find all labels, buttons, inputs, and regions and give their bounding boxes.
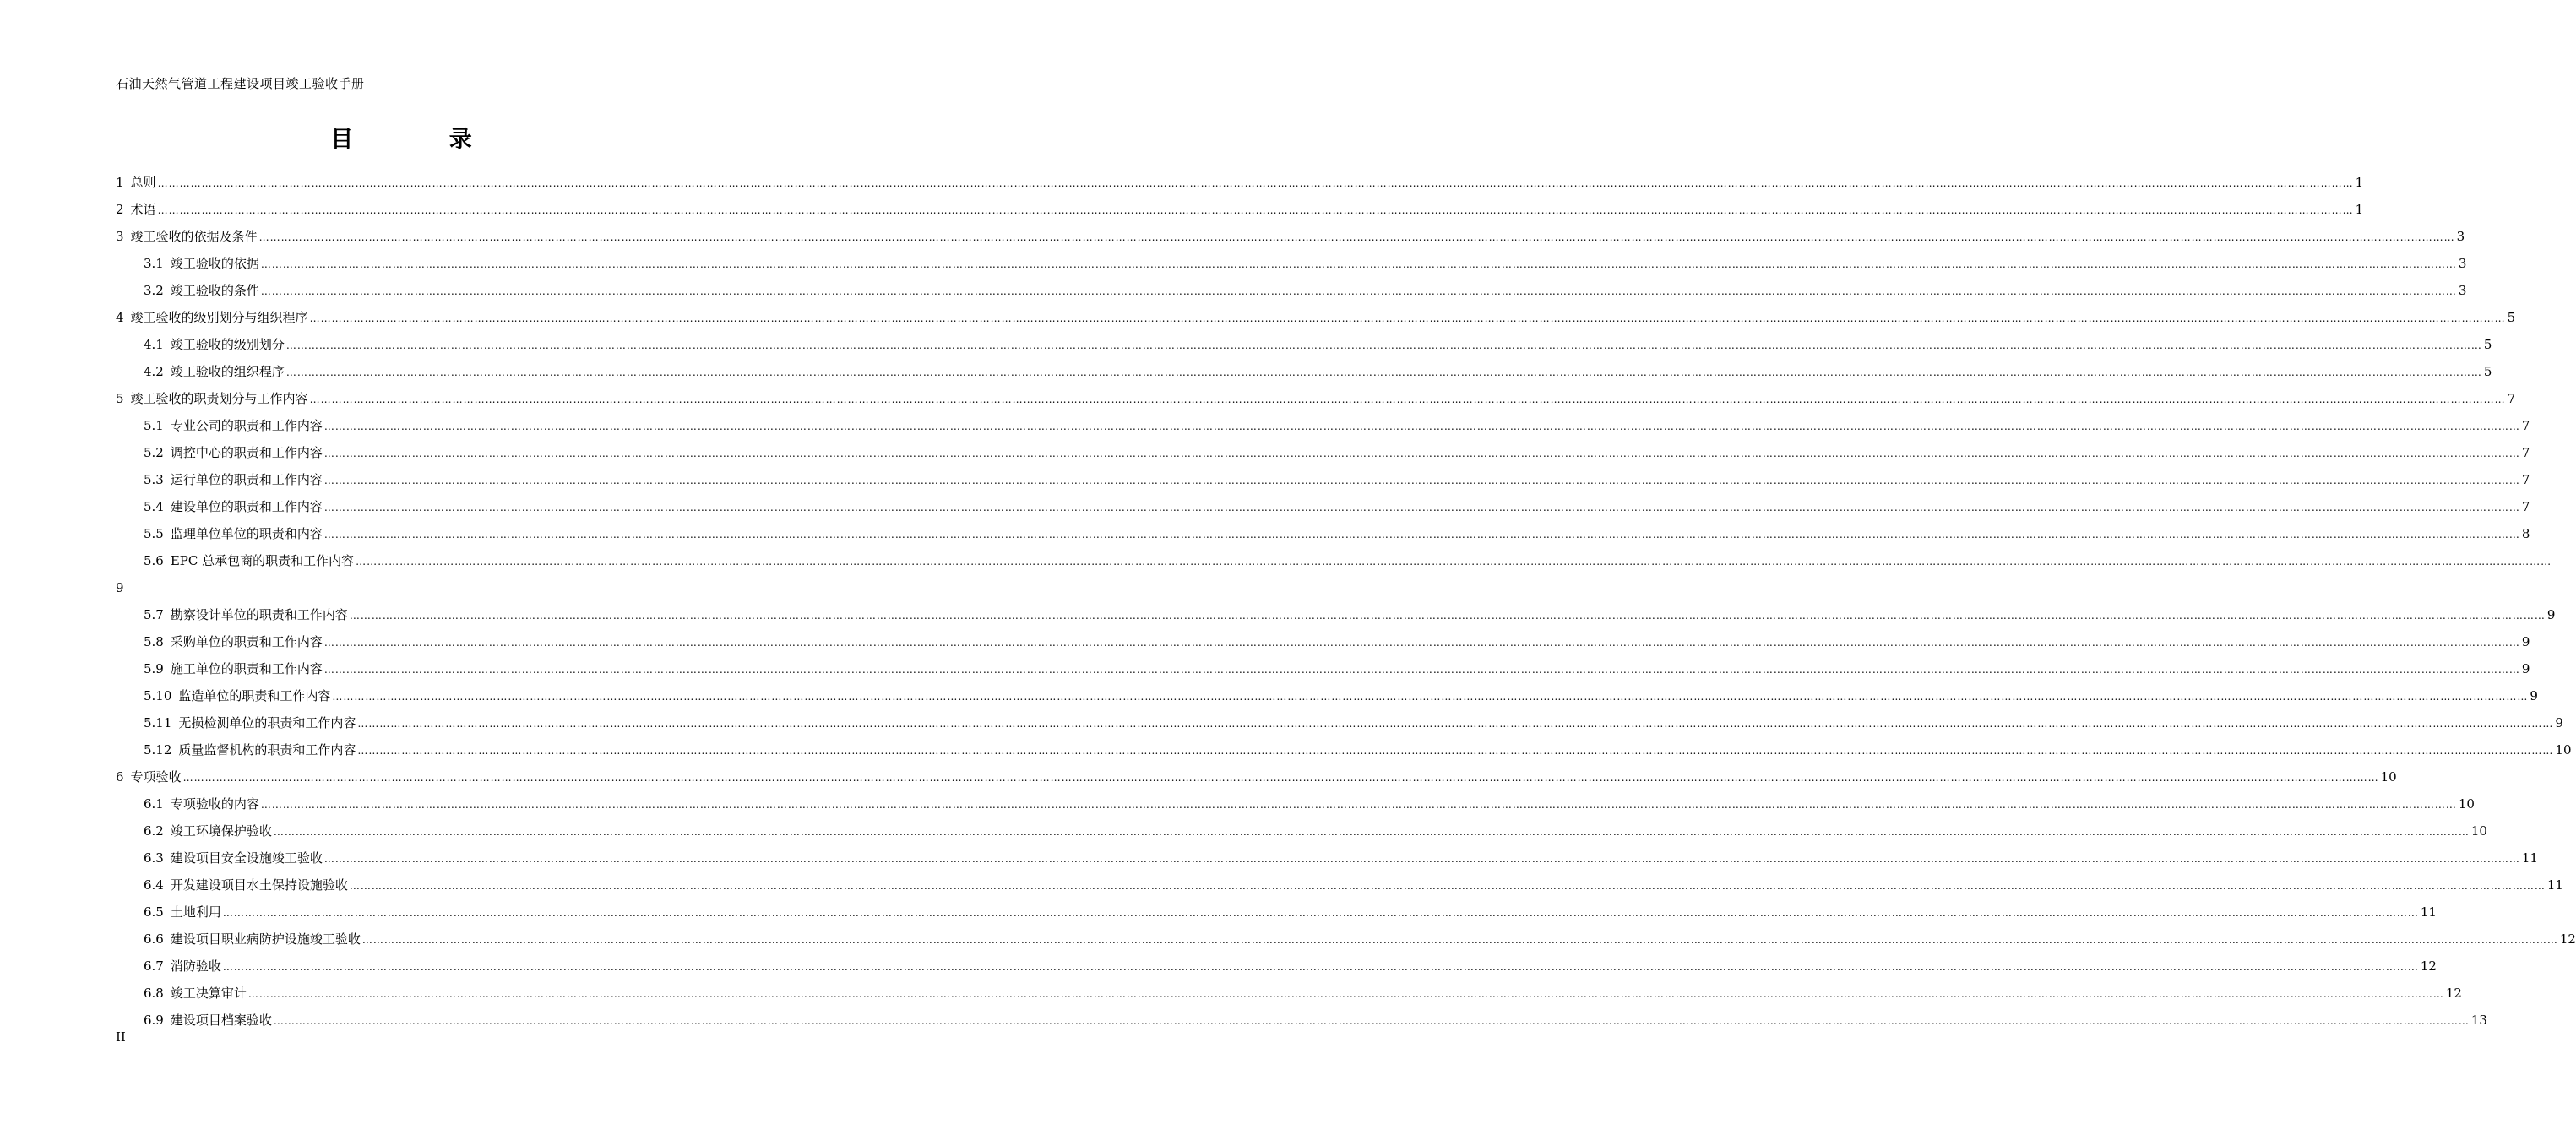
toc-entry[interactable]	[116, 466, 2530, 493]
toc-entry-number: 4.2	[144, 364, 164, 379]
toc-entry-title: 施工单位的职责和工作内容	[170, 661, 323, 676]
toc-leader-dots: ……………………………………………………………………………………………………………………………………………………………………………………………………………………………………………………………………………………………………………………………………………………………………………………………………………………………………………………………………………………………………………………………………………………	[273, 826, 2470, 838]
toc-entry[interactable]	[116, 547, 2552, 574]
toc-leader-dots: ……………………………………………………………………………………………………………………………………………………………………………………………………………………………………………………………………………………………………………………………………………………………………………………………………………………………………………………………………………………………………………………………………………………	[157, 204, 2354, 216]
toc-entry-number: 5.8	[144, 634, 164, 649]
toc-entry-title: 竣工验收的组织程序	[170, 364, 285, 379]
toc-entry[interactable]	[116, 196, 2364, 223]
toc-entry-title: 术语	[130, 202, 156, 217]
toc-entry-title: 运行单位的职责和工作内容	[170, 472, 323, 487]
toc-entry[interactable]	[116, 412, 2530, 439]
toc-entry[interactable]	[116, 520, 2530, 547]
toc-entry-page: 7	[2521, 472, 2530, 487]
toc-entry-number: 3	[116, 229, 124, 244]
toc-entry-number: 6.8	[144, 986, 164, 1001]
toc-list	[116, 169, 2576, 1034]
toc-entry[interactable]	[116, 358, 2492, 385]
toc-entry-number: 5.7	[144, 607, 164, 622]
toc-entry[interactable]	[116, 439, 2530, 466]
toc-entry-number: 5.4	[144, 499, 164, 514]
toc-leader-dots: ……………………………………………………………………………………………………………………………………………………………………………………………………………………………………………………………………………………………………………………………………………………………………………………………………………………………………………………………………………………………………………………………………………………	[356, 556, 2552, 568]
toc-entry-page: 11	[2420, 904, 2437, 920]
toc-entry[interactable]	[116, 926, 2576, 953]
toc-entry-number: 5.9	[144, 661, 164, 676]
toc-entry[interactable]	[116, 736, 2572, 763]
toc-entry-title: 专项验收	[130, 769, 182, 785]
toc-entry-number: 5.5	[144, 526, 164, 541]
toc-entry-title: 开发建设项目水土保持设施验收	[170, 877, 348, 893]
toc-entry[interactable]	[116, 790, 2475, 817]
toc-entry-number: 3.1	[144, 256, 164, 271]
toc-entry-page: 7	[2521, 499, 2530, 514]
toc-entry-number: 6.4	[144, 877, 164, 893]
toc-entry-page: 9	[2546, 607, 2556, 622]
toc-leader-dots: ……………………………………………………………………………………………………………………………………………………………………………………………………………………………………………………………………………………………………………………………………………………………………………………………………………………………………………………………………………………………………………………………………………………	[323, 421, 2520, 432]
toc-entry[interactable]	[116, 1007, 2487, 1034]
toc-leader-dots: ……………………………………………………………………………………………………………………………………………………………………………………………………………………………………………………………………………………………………………………………………………………………………………………………………………………………………………………………………………………………………………………………………………………	[260, 285, 2457, 297]
toc-leader-dots: ……………………………………………………………………………………………………………………………………………………………………………………………………………………………………………………………………………………………………………………………………………………………………………………………………………………………………………………………………………………………………………………………………………………	[222, 961, 2419, 973]
toc-entry[interactable]	[116, 601, 2556, 628]
toc-entry-number: 6.3	[144, 850, 164, 866]
toc-leader-dots: ……………………………………………………………………………………………………………………………………………………………………………………………………………………………………………………………………………………………………………………………………………………………………………………………………………………………………………………………………………………………………………………………………………………	[323, 637, 2520, 649]
toc-entry-page: 3	[2456, 229, 2465, 244]
toc-entry-page: 10	[2458, 796, 2475, 812]
toc-entry-title: 竣工环境保护验收	[170, 823, 272, 839]
toc-entry-page: 5	[2483, 337, 2492, 352]
toc-entry-number: 6.5	[144, 904, 164, 920]
toc-entry-title: 竣工验收的职责划分与工作内容	[130, 391, 308, 406]
toc-entry-page: 9	[2521, 661, 2530, 676]
toc-entry-page: 9	[2521, 634, 2530, 649]
toc-entry[interactable]	[116, 169, 2364, 196]
toc-entry-number: 2	[116, 202, 124, 217]
toc-entry-title: 监理单位单位的职责和内容	[170, 526, 323, 541]
toc-entry-title: 调控中心的职责和工作内容	[170, 445, 323, 460]
toc-entry-title: 建设项目档案验收	[170, 1013, 272, 1028]
toc-leader-dots: ……………………………………………………………………………………………………………………………………………………………………………………………………………………………………………………………………………………………………………………………………………………………………………………………………………………………………………………………………………………………………………………………………………………	[323, 448, 2520, 459]
toc-entry-title: 勘察设计单位的职责和工作内容	[170, 607, 348, 622]
toc-leader-dots: ……………………………………………………………………………………………………………………………………………………………………………………………………………………………………………………………………………………………………………………………………………………………………………………………………………………………………………………………………………………………………………………………………………………	[323, 502, 2520, 513]
toc-entry-page: 3	[2458, 256, 2467, 271]
toc-entry-number: 5.10	[144, 688, 172, 703]
toc-leader-dots: ……………………………………………………………………………………………………………………………………………………………………………………………………………………………………………………………………………………………………………………………………………………………………………………………………………………………………………………………………………………………………………………………………………………	[157, 177, 2354, 189]
toc-entry-title: 质量监督机构的职责和工作内容	[178, 742, 356, 758]
toc-entry-number: 6.1	[144, 796, 164, 812]
toc-leader-dots: ……………………………………………………………………………………………………………………………………………………………………………………………………………………………………………………………………………………………………………………………………………………………………………………………………………………………………………………………………………………………………………………………………………………	[323, 529, 2520, 540]
toc-entry-title: 竣工验收的依据	[170, 256, 259, 271]
toc-title: 目 录	[330, 127, 516, 153]
toc-entry-page: 5	[2507, 310, 2516, 325]
toc-entry-title: 建设单位的职责和工作内容	[170, 499, 323, 514]
toc-leader-dots: ……………………………………………………………………………………………………………………………………………………………………………………………………………………………………………………………………………………………………………………………………………………………………………………………………………………………………………………………………………………………………………………………………………………	[285, 339, 2482, 351]
toc-entry-number: 6.6	[144, 931, 164, 947]
toc-entry-page: 12	[2445, 986, 2462, 1001]
toc-entry-title: 专项验收的内容	[170, 796, 259, 812]
toc-leader-dots: ……………………………………………………………………………………………………………………………………………………………………………………………………………………………………………………………………………………………………………………………………………………………………………………………………………………………………………………………………………………………………………………………………………………	[260, 258, 2457, 270]
toc-entry-page: 10	[2470, 823, 2487, 839]
toc-entry-number: 4	[116, 310, 124, 325]
toc-entry-number: 6	[116, 769, 124, 785]
toc-leader-dots: ……………………………………………………………………………………………………………………………………………………………………………………………………………………………………………………………………………………………………………………………………………………………………………………………………………………………………………………………………………………………………………………………………………………	[323, 475, 2520, 486]
toc-leader-dots: ……………………………………………………………………………………………………………………………………………………………………………………………………………………………………………………………………………………………………………………………………………………………………………………………………………………………………………………………………………………………………………………………………………………	[361, 934, 2558, 946]
toc-entry-page: 7	[2521, 445, 2530, 460]
toc-leader-dots: ……………………………………………………………………………………………………………………………………………………………………………………………………………………………………………………………………………………………………………………………………………………………………………………………………………………………………………………………………………………………………………………………………………………	[357, 718, 2554, 730]
toc-leader-dots: ……………………………………………………………………………………………………………………………………………………………………………………………………………………………………………………………………………………………………………………………………………………………………………………………………………………………………………………………………………………………………………………………………………………	[309, 312, 2506, 324]
toc-entry-title: 无损检测单位的职责和工作内容	[178, 715, 356, 730]
toc-entry-title: 消防验收	[170, 959, 221, 974]
toc-leader-dots: ……………………………………………………………………………………………………………………………………………………………………………………………………………………………………………………………………………………………………………………………………………………………………………………………………………………………………………………………………………………………………………………………………………………	[273, 1015, 2470, 1027]
toc-entry-title: 竣工验收的级别划分	[170, 337, 285, 352]
toc-entry-title: EPC 总承包商的职责和工作内容	[170, 553, 355, 568]
toc-entry[interactable]	[116, 628, 2530, 655]
toc-entry[interactable]	[116, 872, 2563, 899]
toc-entry-page: 7	[2507, 391, 2516, 406]
toc-entry-number: 5.11	[144, 715, 172, 730]
toc-entry-title: 土地利用	[170, 904, 221, 920]
toc-entry-page: 11	[2546, 877, 2563, 893]
toc-entry-number: 5	[116, 391, 124, 406]
toc-entry-title: 总则	[130, 175, 156, 190]
toc-leader-dots: ……………………………………………………………………………………………………………………………………………………………………………………………………………………………………………………………………………………………………………………………………………………………………………………………………………………………………………………………………………………………………………………………………………………	[323, 853, 2520, 865]
toc-leader-dots: ……………………………………………………………………………………………………………………………………………………………………………………………………………………………………………………………………………………………………………………………………………………………………………………………………………………………………………………………………………………………………………………………………………………	[349, 880, 2546, 892]
running-header: 石油天然气管道工程建设项目竣工验收手册	[116, 76, 365, 91]
toc-entry[interactable]	[116, 763, 2397, 790]
toc-entry[interactable]	[116, 493, 2530, 520]
toc-entry-title: 专业公司的职责和工作内容	[170, 418, 323, 433]
toc-entry-title: 竣工决算审计	[170, 986, 247, 1001]
toc-entry[interactable]	[116, 223, 2465, 250]
toc-entry-wrapped-page: 9	[116, 580, 124, 595]
toc-entry-page: 12	[2420, 959, 2437, 974]
toc-entry[interactable]	[116, 277, 2467, 304]
toc-entry-number: 6.2	[144, 823, 164, 839]
toc-entry-title: 建设项目职业病防护设施竣工验收	[170, 931, 361, 947]
toc-entry-title: 竣工验收的条件	[170, 283, 259, 298]
toc-entry-page: 10	[2555, 742, 2572, 758]
toc-entry-title: 采购单位的职责和工作内容	[170, 634, 323, 649]
toc-entry-number: 6.7	[144, 959, 164, 974]
toc-entry-title: 建设项目安全设施竣工验收	[170, 850, 323, 866]
toc-entry-page: 1	[2355, 202, 2364, 217]
page-number: II	[116, 1029, 126, 1045]
toc-entry[interactable]	[116, 385, 2516, 412]
toc-leader-dots: ……………………………………………………………………………………………………………………………………………………………………………………………………………………………………………………………………………………………………………………………………………………………………………………………………………………………………………………………………………………………………………………………………………………	[323, 664, 2520, 676]
toc-entry-page: 9	[2530, 688, 2538, 703]
toc-entry[interactable]	[116, 980, 2462, 1007]
toc-entry-number: 5.3	[144, 472, 164, 487]
toc-entry[interactable]	[116, 709, 2563, 736]
toc-entry[interactable]	[116, 844, 2538, 872]
toc-entry-number: 1	[116, 175, 124, 190]
toc-entry-page: 3	[2458, 283, 2467, 298]
toc-entry-number: 5.1	[144, 418, 164, 433]
toc-leader-dots: ……………………………………………………………………………………………………………………………………………………………………………………………………………………………………………………………………………………………………………………………………………………………………………………………………………………………………………………………………………………………………………………………………………………	[260, 799, 2457, 811]
toc-entry-page: 12	[2559, 931, 2576, 947]
toc-entry[interactable]	[116, 682, 2538, 709]
toc-entry-page: 10	[2380, 769, 2397, 785]
toc-leader-dots: ……………………………………………………………………………………………………………………………………………………………………………………………………………………………………………………………………………………………………………………………………………………………………………………………………………………………………………………………………………………………………………………………………………………	[349, 610, 2546, 622]
toc-entry[interactable]	[116, 817, 2487, 844]
toc-leader-dots: ……………………………………………………………………………………………………………………………………………………………………………………………………………………………………………………………………………………………………………………………………………………………………………………………………………………………………………………………………………………………………………………………………………………	[332, 691, 2529, 703]
toc-entry-title: 监造单位的职责和工作内容	[178, 688, 331, 703]
toc-leader-dots: ……………………………………………………………………………………………………………………………………………………………………………………………………………………………………………………………………………………………………………………………………………………………………………………………………………………………………………………………………………………………………………………………………………………	[222, 907, 2419, 919]
toc-entry[interactable]	[116, 331, 2492, 358]
toc-entry[interactable]	[116, 953, 2437, 980]
toc-entry[interactable]	[116, 250, 2467, 277]
toc-entry-number: 5.6	[144, 553, 164, 568]
toc-leader-dots: ……………………………………………………………………………………………………………………………………………………………………………………………………………………………………………………………………………………………………………………………………………………………………………………………………………………………………………………………………………………………………………………………………………………	[357, 745, 2554, 757]
toc-entry[interactable]	[116, 899, 2437, 926]
toc-entry-page: 5	[2483, 364, 2492, 379]
toc-entry-page: 13	[2470, 1013, 2487, 1028]
toc-entry-page: 7	[2521, 418, 2530, 433]
toc-entry-title: 竣工验收的级别划分与组织程序	[130, 310, 308, 325]
toc-entry-page: 1	[2355, 175, 2364, 190]
toc-entry-page: 8	[2521, 526, 2530, 541]
toc-leader-dots: ……………………………………………………………………………………………………………………………………………………………………………………………………………………………………………………………………………………………………………………………………………………………………………………………………………………………………………………………………………………………………………………………………………………	[247, 988, 2444, 1000]
toc-leader-dots: ……………………………………………………………………………………………………………………………………………………………………………………………………………………………………………………………………………………………………………………………………………………………………………………………………………………………………………………………………………………………………………………………………………………	[182, 772, 2379, 784]
toc-entry-number: 5.12	[144, 742, 172, 758]
toc-entry-number: 3.2	[144, 283, 164, 298]
toc-entry-page: 9	[2555, 715, 2563, 730]
toc-leader-dots: ……………………………………………………………………………………………………………………………………………………………………………………………………………………………………………………………………………………………………………………………………………………………………………………………………………………………………………………………………………………………………………………………………………………	[258, 231, 2455, 243]
toc-leader-dots: ……………………………………………………………………………………………………………………………………………………………………………………………………………………………………………………………………………………………………………………………………………………………………………………………………………………………………………………………………………………………………………………………………………………	[285, 367, 2482, 378]
toc-entry-number: 6.9	[144, 1013, 164, 1028]
toc-leader-dots: ……………………………………………………………………………………………………………………………………………………………………………………………………………………………………………………………………………………………………………………………………………………………………………………………………………………………………………………………………………………………………………………………………………………	[309, 394, 2506, 405]
toc-entry[interactable]	[116, 304, 2516, 331]
toc-entry-number: 4.1	[144, 337, 164, 352]
toc-entry[interactable]	[116, 655, 2530, 682]
toc-entry-title: 竣工验收的依据及条件	[130, 229, 258, 244]
toc-entry-page: 11	[2521, 850, 2538, 866]
toc-entry-number: 5.2	[144, 445, 164, 460]
